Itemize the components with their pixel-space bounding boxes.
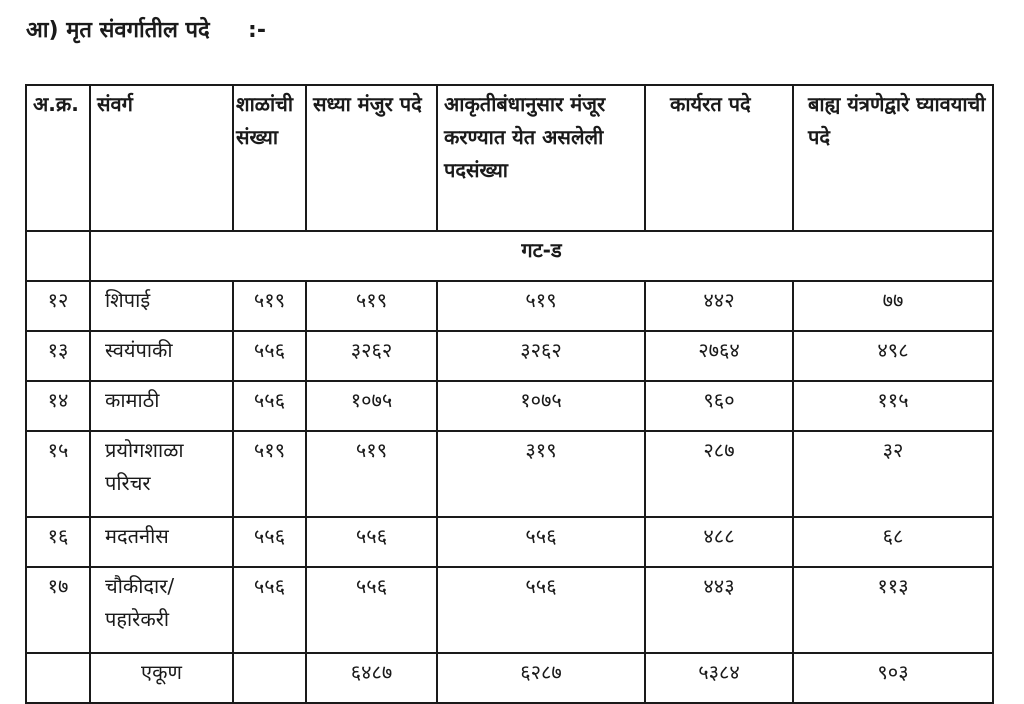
total-working-cell: ५३८४: [645, 653, 793, 703]
schools-cell: ५५६: [233, 517, 306, 567]
total-outsourced-cell: ९०३: [793, 653, 993, 703]
working-cell: ४४२: [645, 281, 793, 331]
serial-cell: १४: [26, 381, 90, 431]
outsourced-cell: ७७: [793, 281, 993, 331]
header-sanctioned: सध्या मंजुर पदे: [306, 85, 437, 231]
structure-posts-cell: ५५६: [437, 517, 645, 567]
header-serial: अ.क्र.: [26, 85, 90, 231]
header-cadre: संवर्ग: [90, 85, 233, 231]
outsourced-cell: ६८: [793, 517, 993, 567]
header-working: कार्यरत पदे: [645, 85, 793, 231]
table-row: [26, 331, 993, 381]
serial-cell: १३: [26, 331, 90, 381]
group-empty-cell: [26, 231, 90, 281]
sanctioned-cell: ५१९: [306, 281, 437, 331]
structure-posts-cell: ३१९: [437, 431, 645, 517]
total-empty-cell: [26, 653, 90, 703]
outsourced-cell: ११५: [793, 381, 993, 431]
total-row: [26, 653, 993, 703]
group-label: गट-ड: [90, 231, 993, 281]
schools-cell: ५१९: [233, 281, 306, 331]
total-label: एकूण: [90, 653, 233, 703]
cadre-cell: कामाठी: [90, 381, 233, 431]
total-structure-posts-cell: ६२८७: [437, 653, 645, 703]
schools-cell: ५५६: [233, 331, 306, 381]
header-outsourced: बाह्य यंत्रणेद्वारे घ्यावयाची पदे: [793, 85, 993, 231]
header-structure-posts: आकृतीबंधानुसार मंजूर करण्यात येत असलेली पदसंख्या: [437, 85, 645, 231]
outsourced-cell: ३२: [793, 431, 993, 517]
outsourced-cell: ४९८: [793, 331, 993, 381]
cadre-cell: मदतनीस: [90, 517, 233, 567]
cadre-cell: स्वयंपाकी: [90, 331, 233, 381]
serial-cell: १२: [26, 281, 90, 331]
total-sanctioned-cell: ६४८७: [306, 653, 437, 703]
table-row: [26, 567, 993, 653]
sanctioned-cell: ३२६२: [306, 331, 437, 381]
structure-posts-cell: ५५६: [437, 567, 645, 653]
group-row: [26, 231, 993, 281]
table-row: [26, 517, 993, 567]
serial-cell: १५: [26, 431, 90, 517]
structure-posts-cell: ३२६२: [437, 331, 645, 381]
structure-posts-cell: ५१९: [437, 281, 645, 331]
header-schools: शाळांची संख्या: [233, 85, 306, 231]
page-heading: आ) मृत संवर्गातील पदे :-: [26, 18, 266, 43]
working-cell: २८७: [645, 431, 793, 517]
working-cell: ४४३: [645, 567, 793, 653]
schools-cell: ५१९: [233, 431, 306, 517]
total-schools-cell: [233, 653, 306, 703]
table-row: [26, 281, 993, 331]
sanctioned-cell: ५१९: [306, 431, 437, 517]
working-cell: ४८८: [645, 517, 793, 567]
working-cell: ९६०: [645, 381, 793, 431]
sanctioned-cell: १०७५: [306, 381, 437, 431]
serial-cell: १७: [26, 567, 90, 653]
table-row: [26, 431, 993, 517]
working-cell: २७६४: [645, 331, 793, 381]
cadre-cell: चौकीदार/ पहारेकरी: [90, 567, 233, 653]
schools-cell: ५५६: [233, 567, 306, 653]
schools-cell: ५५६: [233, 381, 306, 431]
table-row: [26, 381, 993, 431]
cadre-cell: प्रयोगशाळा परिचर: [90, 431, 233, 517]
sanctioned-cell: ५५६: [306, 517, 437, 567]
cadre-cell: शिपाई: [90, 281, 233, 331]
posts-table: [25, 84, 994, 704]
header-row: [26, 85, 993, 231]
sanctioned-cell: ५५६: [306, 567, 437, 653]
structure-posts-cell: १०७५: [437, 381, 645, 431]
serial-cell: १६: [26, 517, 90, 567]
outsourced-cell: ११३: [793, 567, 993, 653]
